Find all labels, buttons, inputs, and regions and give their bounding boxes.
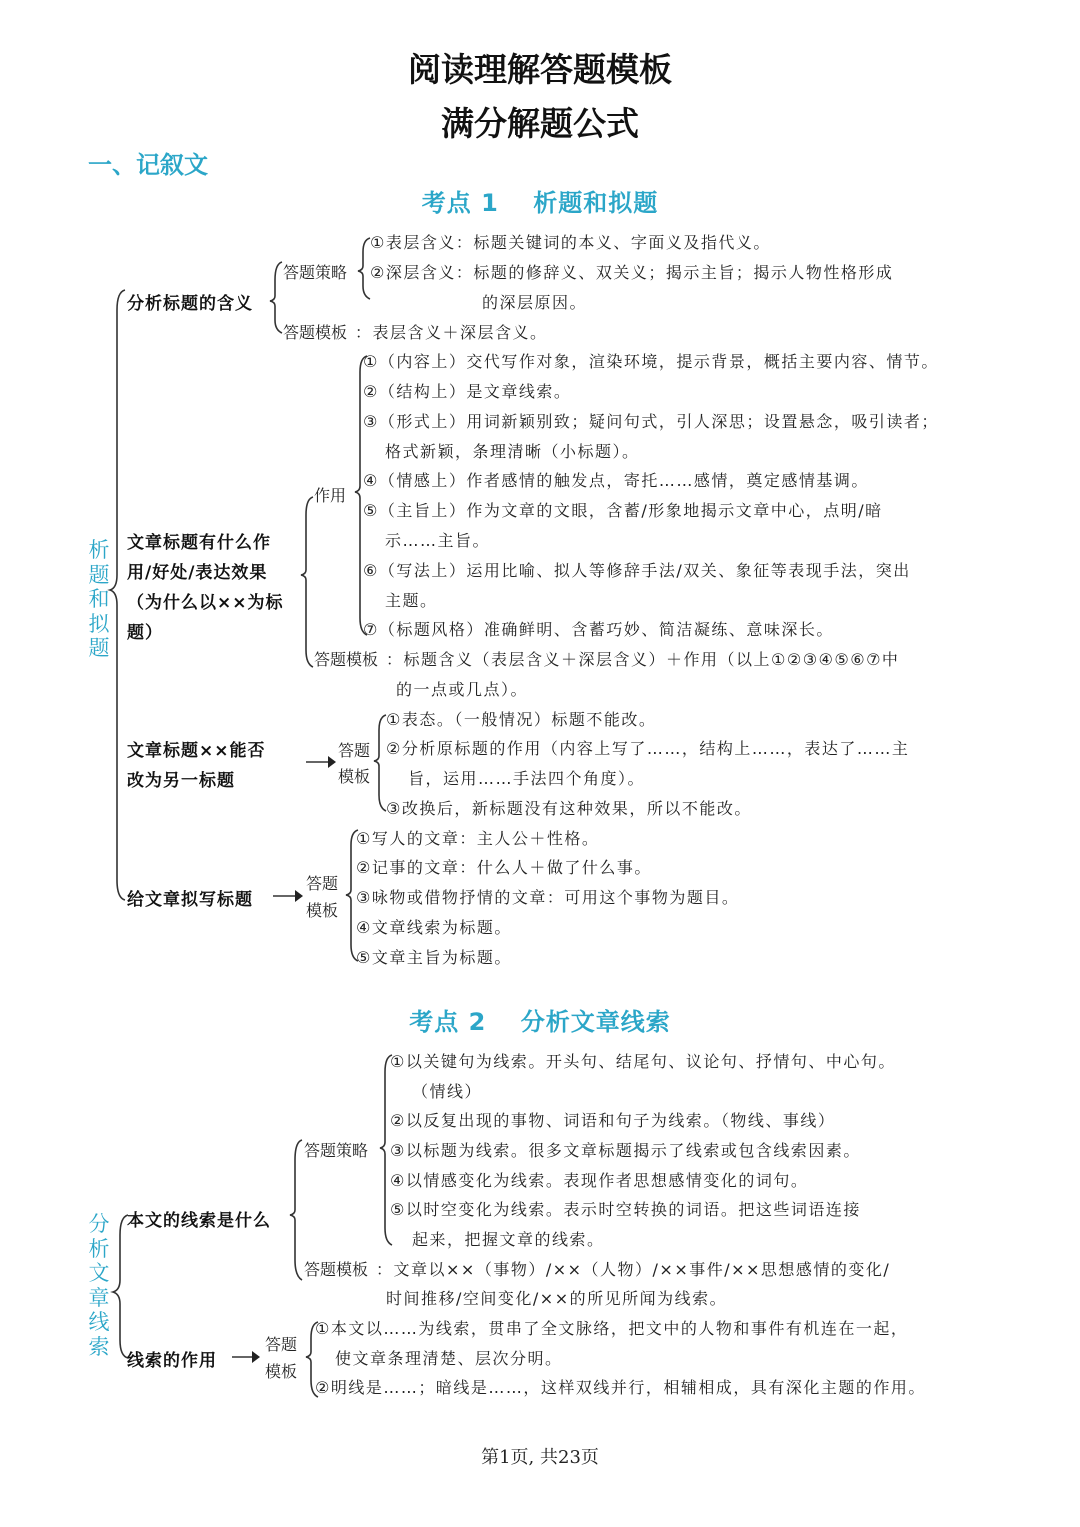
kd1-q2-item: ⑥（写法上）运用比喻、拟人等修辞手法/双关、象征等表现手法，突出: [363, 561, 911, 580]
kd1-q3-label: 文章标题××能否: [127, 741, 266, 761]
brace-kd2-main: [113, 1215, 128, 1358]
page-number: 第1页, 共23页: [481, 1447, 599, 1468]
kd2-q1-label: 本文的线索是什么: [127, 1211, 271, 1231]
kd1-q4-item: ③咏物或借物抒情的文章：可用这个事物为题目。: [356, 888, 740, 907]
kd2-q1-item: ③以标题为线索。很多文章标题揭示了线索或包含线索因素。: [390, 1141, 861, 1160]
kd2-q2-item: ①本文以……为线索，贯串了全文脉络，把文中的人物和事件有机连在一起，: [315, 1319, 909, 1338]
kd1-q3-item: ①表态。（一般情况）标题不能改。: [386, 710, 657, 729]
kd2-q2-template-label: 答题: [265, 1335, 298, 1354]
kd2-q2-item: 使文章条理清楚、层次分明。: [335, 1349, 563, 1368]
kd1-q4-template-label: 答题: [306, 874, 339, 893]
kd1-q2-label: 题）: [127, 623, 163, 643]
brace-kd1-q1: [270, 262, 282, 333]
kd1-q2-template-label: 答题模板: [314, 650, 379, 669]
kd1-q2-label: 文章标题有什么作: [127, 533, 271, 553]
kd2-q1-template: ：文章以××（事物）/××（人物）/××事件/××思想感情的变化/: [376, 1260, 891, 1279]
kd2-heading: 考点 2 分析文章线索: [409, 1008, 671, 1036]
brace-kd1-q3: [374, 715, 386, 811]
kd2-q1-item: 起来，把握文章的线索。: [412, 1230, 605, 1249]
brace-kd1-q1-strategy: [358, 238, 370, 299]
kd1-q2-item: ⑦（标题风格）准确鲜明、含蓄巧妙、简洁凝练、意味深长。: [363, 620, 834, 639]
kd2-q1-item: ①以关键句为线索。开头句、结尾句、议论句、抒情句、中心句。: [390, 1052, 896, 1071]
kd2-q2-template-label: 模板: [265, 1362, 298, 1381]
kd1-heading: 考点 1 析题和拟题: [421, 189, 659, 217]
kd1-q2-label: 用/好处/表达效果: [127, 563, 268, 583]
kd1-q4-label: 给文章拟写标题: [127, 890, 253, 910]
kd2-q2-label: 线索的作用: [127, 1351, 217, 1371]
brace-kd2-q1: [290, 1140, 302, 1280]
kd1-q2-item: 主题。: [385, 591, 438, 610]
arrow-head-kd2-q2: [252, 1351, 260, 1363]
kd1-q4-template-label: 模板: [306, 901, 339, 920]
kd2-q1-template-label: 答题模板: [304, 1260, 369, 1279]
page-title: 阅读理解答题模板: [408, 50, 672, 89]
arrow-head-q4: [295, 890, 303, 902]
kd1-q3-item: ③改换后，新标题没有这种效果，所以不能改。: [386, 799, 752, 818]
brace-kd1-main: [110, 290, 125, 900]
kd1-q1-template: ：表层含义＋深层含义。: [355, 323, 548, 342]
kd1-q2-item: ④（情感上）作者感情的触发点，寄托……感情，奠定感情基调。: [363, 471, 869, 490]
kd2-q1-item: ④以情感变化为线索。表现作者思想感情变化的词句。: [390, 1171, 809, 1190]
kd2-q1-item: ②以反复出现的事物、词语和句子为线索。（物线、事线）: [390, 1111, 836, 1130]
kd2-q1-strategy-label: 答题策略: [304, 1141, 369, 1160]
kd1-q1-strategy-label: 答题策略: [283, 263, 348, 282]
kd1-q1-template-label: 答题模板: [283, 323, 348, 342]
kd1-q3-label: 改为另一标题: [127, 771, 235, 791]
kd1-q2-effect-label: 作用: [314, 486, 347, 505]
kd1-q4-item: ④文章线索为标题。: [356, 918, 512, 937]
kd1-q3-item: ②分析原标题的作用（内容上写了……，结构上……，表达了……主: [386, 739, 910, 758]
kd1-q4-item: ②记事的文章：什么人＋做了什么事。: [356, 858, 652, 877]
kd1-q2-item: ③（形式上）用词新颖别致；疑问句式，引人深思；设置悬念，吸引读者；: [363, 412, 939, 431]
kd1-q2-item: ①（内容上）交代写作对象，渲染环境，提示背景，概括主要内容、情节。: [363, 352, 939, 371]
kd1-q2-item: ⑤（主旨上）作为文章的文眼，含蓄/形象地揭示文章中心，点明/暗: [363, 501, 883, 520]
kd2-q1-template: 时间推移/空间变化/××的所见所闻为线索。: [386, 1289, 728, 1308]
kd1-q4-item: ①写人的文章：主人公＋性格。: [356, 829, 600, 848]
page-subtitle: 满分解题公式: [441, 104, 639, 143]
kd1-q2-template: ：标题含义（表层含义＋深层含义）＋作用（以上①②③④⑤⑥⑦中: [386, 650, 900, 669]
kd1-q4-item: ⑤文章主旨为标题。: [356, 948, 512, 967]
kd1-q1-item: 的深层原因。: [482, 293, 588, 312]
kd1-q1-item: ②深层含义：标题的修辞义、双关义；揭示主旨；揭示人物性格形成: [370, 263, 894, 282]
brace-kd2-q2-main: [301, 497, 313, 667]
kd2-side-label: 分析文章线索: [88, 1212, 110, 1359]
kd1-q1-item: ①表层含义：标题关键词的本义、字面义及指代义。: [370, 233, 771, 252]
kd1-q3-template-label: 答题: [338, 741, 371, 760]
arrow-head-q3: [328, 756, 336, 768]
kd1-q2-item: 格式新颖，条理清晰（小标题）。: [385, 442, 640, 461]
kd1-q2-label: （为什么以××为标: [127, 593, 284, 613]
kd1-q2-item: 示……主旨。: [385, 531, 491, 550]
kd1-q3-item: 旨，运用……手法四个角度）。: [408, 769, 646, 788]
kd2-q1-item: （情线）: [412, 1082, 483, 1101]
section-title: 一、记叙文: [88, 151, 208, 179]
kd2-q1-item: ⑤以时空变化为线索。表示时空转换的词语。把这些词语连接: [390, 1200, 861, 1219]
kd1-q2-template: 的一点或几点）。: [396, 680, 529, 699]
kd1-q2-item: ②（结构上）是文章线索。: [363, 382, 572, 401]
kd1-q3-template-label: 模板: [338, 767, 371, 786]
kd1-side-label: 析题和拟题: [88, 538, 110, 660]
kd2-q2-item: ②明线是……；暗线是……，这样双线并行，相辅相成，具有深化主题的作用。: [315, 1378, 926, 1397]
kd1-q1-label: 分析标题的含义: [127, 294, 253, 314]
